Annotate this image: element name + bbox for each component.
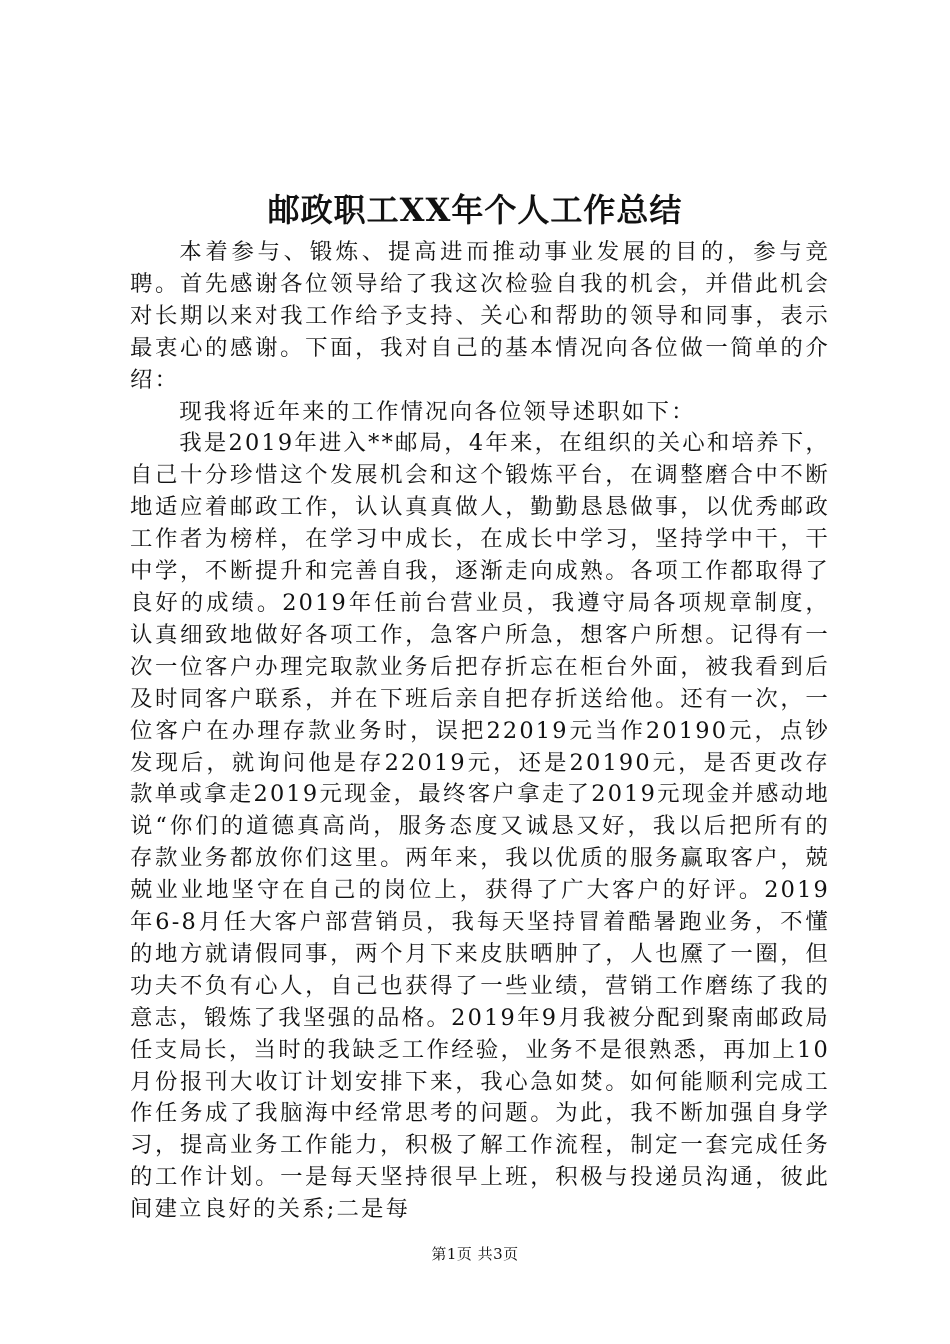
page-footer: 第1页 共3页 <box>431 1245 519 1263</box>
document-title: 邮政职工XX年个人工作总结 <box>267 191 683 229</box>
paragraph-report-lead: 现我将近年来的工作情况向各位领导述职如下： <box>179 398 696 425</box>
document-body <box>130 237 830 1226</box>
paragraph-work-history: 我是2019年进入**邮局，4年来，在组织的关心和培养下，自己十分珍惜这个发展机会和这个锻炼平台，在调整磨合中不断地适应着邮政工作，认认真真做人，勤勤恳恳做事，以优秀邮政工作者为榜样，在学习中成长，在成长中学习，坚持学中干，干中学，不断提升和完善自我，逐渐走向成熟。各项工作都取得了良好的成绩。2019年任前台营业员，我遵守局各项规章制度，认真细致地做好各项工作，急客户所急，想客户所想。记得有一次一位客户办理完取款业务后把存折忘在柜台外面，被我看到后及时同客户联系，并在下班后亲自把存折送给他。还有一次，一位客户在办理存款业务时，误把22019元当作20190元，点钞发现后，就询问他是存22019元，还是20190元，是否更改存款单或拿走2019元现金，最终客户拿走了2019元现金并感动地说“你们的道德真高尚，服务态度又诚恳又好，我以后把所有的存款业务都放你们这里。两年来，我以优质的服务赢取客户，兢兢业业地坚守在自己的岗位上，获得了广大客户的好评。2019年6-8月任大客户部营销员，我每天坚持冒着酷暑跑业务，不懂的地方就请假同事，两个月下来皮肤晒肿了，人也黡了一圈，但功夫不负有心人，自己也获得了一些业绩，营销工作磨练了我的意志，锻炼了我坚强的品格。2019年9月我被分配到聚南邮政局任支局长，当时的我缺乏工作经验，业务不是很熟悉，再加上10月份报刊大收订计划安排下来，我心急如焚。如何能顺利完成工作任务成了我脑海中经常思考的问题。为此，我不断加强自身学习，提高业务工作能力，积极了解工作流程，制定一套完成任务的工作计划。一是每天坚持很早上班，积极与投递员沟通，彼此间建立良好的关系;二是每 <box>130 430 830 1223</box>
paragraph-intro: 本着参与、锻炼、提高进而推动事业发展的目的，参与竞聘。首先感谢各位领导给了我这次检验自我的机会，并借此机会对长期以来对我工作给予支持、关心和帮助的领导和同事，表示最衷心的感谢。下面，我对自己的基本情况向各位做一简单的介绍： <box>130 239 830 393</box>
